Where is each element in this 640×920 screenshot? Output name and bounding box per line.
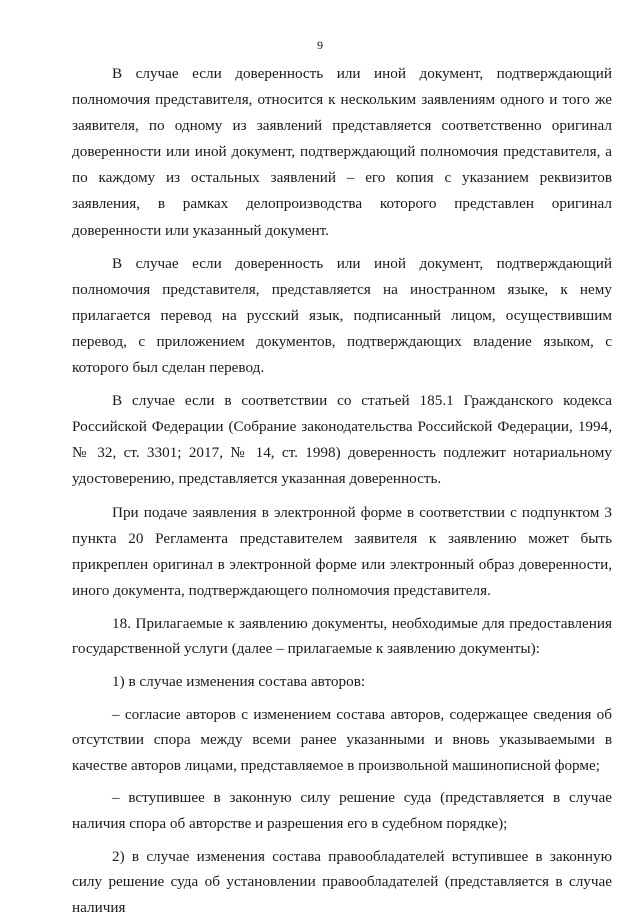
document-body: [72, 61, 612, 920]
paragraph-section-18-attached-documents: 18. Прилагаемые к заявлению документы, необходимые для предоставления государственной услуги (далее – прилагаемые к заявлению документы):: [72, 614, 612, 658]
paragraph-power-of-attorney-foreign-language: В случае если доверенность или иной документ, подтверждающий полномочия представителя, представляется на иностранном языке, к нему прилагается перевод на русский язык, подписанный лицом, осуществившим перевод, с приложением документов, подтверждающих владение языком, с которого был сделан перевод.: [72, 254, 612, 377]
list-item-change-of-rightholders: 2) в случае изменения состава правообладателей вступившее в законную силу решение суда об установлении правообладателей (представляется в случае наличия: [72, 847, 612, 916]
list-item-court-decision-authorship: – вступившее в законную силу решение суда (представляется в случае наличия спора об авторстве и разрешения его в судебном порядке);: [72, 789, 612, 833]
page-number: 9: [317, 38, 323, 52]
paragraph-notarized-power-of-attorney: В случае если в соответствии со статьей 185.1 Гражданского кодекса Российской Федерации (Собрание законодательства Российской Федерации, 1994, № 32, ст. 3301; 2017, № 14, ст. 1998) доверенность подлежит нотариальному удостоверению, представляется указанная доверенность.: [72, 392, 612, 488]
list-item-change-of-authors: 1) в случае изменения состава авторов:: [112, 673, 366, 691]
paragraph-electronic-submission: При подаче заявления в электронной форме в соответствии с подпунктом 3 пункта 20 Регламента представителем заявителя к заявлению может быть прикреплен оригинал в электронной форме или электронный образ доверенности, иного документа, подтверждающего полномочия представителя.: [72, 503, 612, 599]
paragraph-power-of-attorney-multiple-applications: В случае если доверенность или иной документ, подтверждающий полномочия представителя, относится к нескольким заявлениям одного и того же заявителя, по одному из заявлений представляется соответственно оригинал доверенности или иной документ, подтверждающий полномочия представителя, а по каждому из остальных заявлений – его копия с указанием реквизитов заявления, в рамках делопроизводства которого представлен оригинал доверенности или указанный документ.: [72, 65, 612, 239]
list-item-authors-consent: – согласие авторов с изменением состава авторов, содержащее сведения об отсутствии спора между всеми ранее указанными и вновь указываемыми в качестве авторов лицами, представляемое в произвольной машинописной форме;: [72, 705, 612, 774]
